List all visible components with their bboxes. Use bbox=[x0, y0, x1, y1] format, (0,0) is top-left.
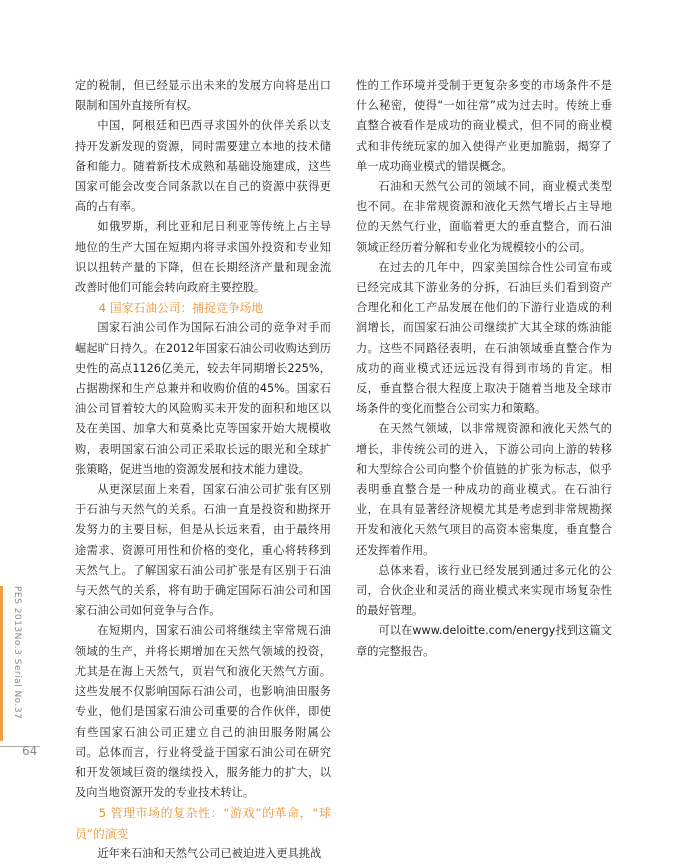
paragraph: 如俄罗斯，利比亚和尼日利亚等传统上占主导地位的生产大国在短期内将寻求国外投资和专业知识以扭转产量的下降，但在长期经济产量和现金流改善时他们可能会转向政府主要控股。 bbox=[75, 220, 331, 295]
right-column bbox=[356, 76, 612, 662]
accent-bar bbox=[0, 586, 3, 741]
paragraph: 国家石油公司作为国际石油公司的竞争对手而崛起旷日持久。在2012年国家石油公司收购达到历史性的高点1126亿美元，较去年同期增长225%，占据勘探和生产总兼并和收购价值的45%。国家石油公司冒着较大的风险购买未开发的面积和地区以及在美国、加拿大和莫桑比克等国家开始大规模收购，表明国家石油公司正采取长远的眼光和全球扩张策略，促进当地的资源发展和技术能力建设。 bbox=[75, 321, 331, 476]
paragraph: 总体来看，该行业已经发展到通过多元化的公司，合伙企业和灵活的商业模式来实现市场复杂性的最好管理。 bbox=[356, 563, 612, 618]
left-column bbox=[75, 76, 331, 864]
paragraph: 中国，阿根廷和巴西寻求国外的伙伴关系以支持开发新发现的资源，同时需要建立本地的技术储备和能力。随着新技术成熟和基础设施建成，这些国家可能会改变合同条款以在自己的资源中获得更高的占有率。 bbox=[75, 119, 331, 214]
paragraph: 在过去的几年中，四家美国综合性公司宣布或已经完成其下游业务的分拆，石油巨头们看到资产合理化和化工产品发展在他们的下游行业造成的利润增长，而国家石油公司继续扩大其全球的炼油能力。这些不同路径表明，在石油领域垂直整合作为成功的商业模式还远远没有得到市场的肯定。相反，垂直整合很大程度上取决于随着当地及全球市场条件的变化而整合公司实力和策略。 bbox=[356, 260, 612, 416]
paragraph: 性的工作环境并受制于更复杂多变的市场条件不是什么秘密，使得“一如往常”成为过去时。传统上垂直整合被看作是成功的商业模式，但不同的商业模式和非传统玩家的加入使得产业更加脆弱，揭穿了单一成功商业模式的错误概念。 bbox=[356, 79, 612, 173]
paragraph: 近年来石油和天然气公司已被迫进入更具挑战 bbox=[97, 846, 322, 860]
page-number: 64 bbox=[22, 744, 38, 758]
journal-issue-label: PES 2013No.3 Serial No.37 bbox=[12, 586, 22, 720]
paragraph: 石油和天然气公司的领域不同，商业模式类型也不同。在非常规资源和液化天然气增长占主导地位的天然气行业，面临着更大的垂直整合，而石油领域正经历着分解和专业化为规模较小的公司。 bbox=[356, 180, 612, 254]
paragraph: 从更深层面上来看，国家石油公司扩张有区别于石油与天然气的关系。石油一直是投资和勘探开发努力的主要目标，但是从长远来看，由于最终用途需求、资源可用性和价格的变化，重心将转移到天然气上。了解国家石油公司扩张是有区别于石油与天然气的关系，将有助于确定国际石油公司和国家石油公司如何竞争与合作。 bbox=[75, 483, 331, 618]
paragraph: 定的税制，但已经显示出未来的发展方向将是出口限制和国外直接所有权。 bbox=[75, 79, 331, 113]
section-heading: 5 管理市场的复杂性：“游戏”的革命，“球员”的演变 bbox=[75, 806, 331, 841]
paragraph: 在短期内，国家石油公司将继续主宰常规石油领域的生产，并将长期增加在天然气领域的投资，尤其是在海上天然气，页岩气和液化天然气方面。这些发展不仅影响国际石油公司，也影响油田服务专业，他们是国家石油公司重要的合作伙伴，即使有些国家石油公司正建立自己的油田服务附属公司。总体而言，行业将受益于国家石油公司在研究和开发领域巨资的继续投入，服务能力的扩大，以及向当地资源开发的专业技术转让。 bbox=[75, 624, 331, 800]
paragraph: 在天然气领域，以非常规资源和液化天然气的增长，非传统公司的进入，下游公司向上游的转移和大型综合公司向整个价值链的扩张为标志，似乎表明垂直整合是一种成功的商业模式。在石油行业，在具有显著经济规模尤其是考虑到非常规勘探开发和液化天然气项目的高资本密集度，垂直整合还发挥着作用。 bbox=[356, 422, 612, 557]
section-heading: 4 国家石油公司：捕捉竞争场地 bbox=[98, 301, 264, 316]
paragraph: 可以在www.deloitte.com/energy找到这篇文章的完整报告。 bbox=[356, 624, 612, 658]
